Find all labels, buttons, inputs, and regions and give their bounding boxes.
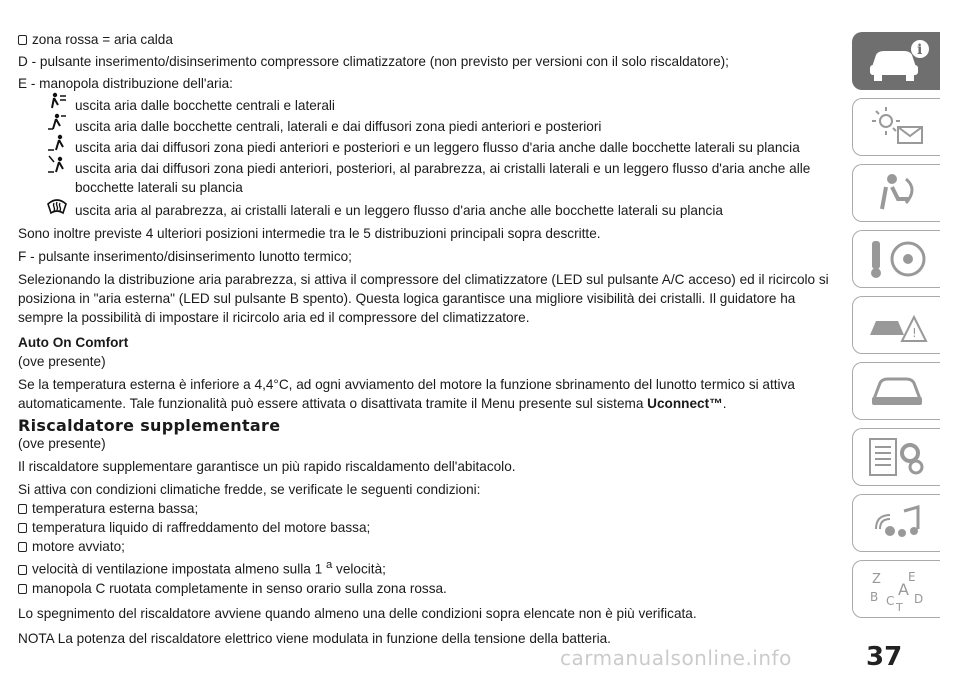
specs-gear-icon [862, 433, 932, 481]
riscaldatore-availability: (ove presente) [18, 436, 106, 451]
note-battery: NOTA La potenza del riscaldatore elettrico viene modulata in funzione della tensione della batteria. [18, 630, 611, 646]
car-info-icon [862, 37, 932, 85]
vent-face-icon [46, 91, 68, 111]
tab-maintenance[interactable] [852, 362, 940, 420]
tab-warning-lights[interactable] [852, 98, 940, 156]
svg-text:i: i [916, 42, 922, 58]
chapter-tabs [852, 32, 942, 626]
tab-safety[interactable] [852, 164, 940, 222]
paragraph-conditions-intro: Si attiva con condizioni climatiche fredde, se verificate le seguenti condizioni: [18, 482, 481, 497]
tab-technical-data[interactable] [852, 428, 940, 486]
warning-lights-icon [862, 103, 932, 151]
key-steering-wheel-icon [862, 235, 932, 283]
page-content [18, 30, 838, 652]
tab-starting-driving[interactable] [852, 230, 940, 288]
auto-on-comfort-availability: (ove presente) [18, 354, 106, 369]
condition-item: temperatura esterna bassa; [18, 499, 838, 518]
item-d: D - pulsante inserimento/disinserimento compressore climatizzatore (non previsto per versioni con il solo riscaldatore); [18, 54, 729, 69]
red-zone-note: zona rossa = aria calda [18, 30, 838, 49]
vent-face-feet-icon [46, 112, 68, 132]
paragraph-riscaldatore: Il riscaldatore supplementare garantisce un più rapido riscaldamento dell'abitacolo. [18, 459, 516, 474]
condition-item: manopola C ruotata completamente in senso orario sulla zona rossa. [18, 579, 838, 598]
condition-item: motore avviato; [18, 537, 838, 556]
condition-item: temperatura liquido di raffreddamento del motore bassa; [18, 518, 838, 537]
safety-airbag-icon [862, 169, 932, 217]
heading-riscaldatore: Riscaldatore supplementare [18, 416, 281, 435]
condition-item: velocità di ventilazione impostata almeno sulla 1 $^a$ velocità; [18, 556, 838, 579]
page-number: 37 [866, 642, 903, 672]
watermark: carmanualsonline.info [560, 646, 792, 670]
svg-text:T: T [895, 601, 903, 613]
distribution-option-1: uscita aria dalle bocchette centrali e laterali [18, 96, 838, 115]
vent-feet-icon [46, 133, 68, 153]
svg-text:D: D [913, 592, 923, 606]
tab-car-info[interactable] [852, 32, 940, 90]
distribution-option-5: uscita aria al parabrezza, ai cristalli laterali e un leggero flusso d'aria anche alle bocchette laterali su plancia [18, 201, 838, 220]
emergency-crash-icon [862, 301, 932, 349]
multimedia-icon [862, 499, 932, 547]
tab-emergency[interactable] [852, 296, 940, 354]
svg-text:!: ! [911, 326, 917, 340]
vent-feet-windshield-icon [46, 154, 68, 174]
item-f: F - pulsante inserimento/disinserimento lunotto termico; [18, 249, 352, 264]
heading-auto-on-comfort: Auto On Comfort [18, 335, 129, 350]
distribution-option-4: uscita aria dai diffusori zona piedi anteriori, posteriori, al parabrezza, ai cristalli laterali e un leggero flusso d'aria anche alle bocchette laterali su plancia [18, 159, 838, 197]
tab-index[interactable] [852, 560, 940, 618]
svg-text:Z: Z [871, 572, 881, 587]
svg-text:B: B [869, 590, 878, 604]
index-letters-icon [862, 565, 932, 613]
paragraph-windshield-logic: Selezionando la distribuzione aria parabrezza, si attiva il compressore del climatizzatore (LED sul pulsante A/C acceso) ed il ricircolo si posiziona in "aria esterna" (LED sul pulsante B spento). Questa logica garantisce una migliore visibilità dei cristalli. Il guidatore ha sempre la possibilità di impostare il ricircolo aria ed il compressore del climatizzatore. [18, 272, 829, 325]
item-e: E - manopola distribuzione dell'aria: [18, 76, 233, 91]
tab-multimedia[interactable] [852, 494, 940, 552]
distribution-option-2: uscita aria dalle bocchette centrali, laterali e dai diffusori zona piedi anteriori e posteriori [18, 117, 838, 136]
distribution-option-3: uscita aria dai diffusori zona piedi anteriori e posteriori e un leggero flusso d'aria anche dalle bocchette laterali su plancia [18, 138, 838, 157]
defrost-windshield-icon [46, 196, 68, 216]
car-maintenance-icon [862, 367, 932, 415]
paragraph-intermediate: Sono inoltre previste 4 ulteriori posizioni intermedie tra le 5 distribuzioni principali sopra descritte. [18, 226, 601, 241]
svg-text:E: E [907, 570, 916, 584]
svg-text:C: C [885, 594, 894, 608]
paragraph-auto-on-comfort: Se la temperatura esterna è inferiore a 4,4°C, ad ogni avviamento del motore la funzione sbrinamento del lunotto termico si attiva automaticamente. Tale funzionalità può essere attivata o disattivata tramite il Menu presente sul sistema Uconnect™. [18, 377, 795, 411]
svg-text:A: A [897, 580, 909, 599]
uconnect-label: Uconnect™ [647, 396, 723, 411]
paragraph-switch-off: Lo spegnimento del riscaldatore avviene quando almeno una delle condizioni sopra elencate non è più verificata. [18, 605, 697, 621]
